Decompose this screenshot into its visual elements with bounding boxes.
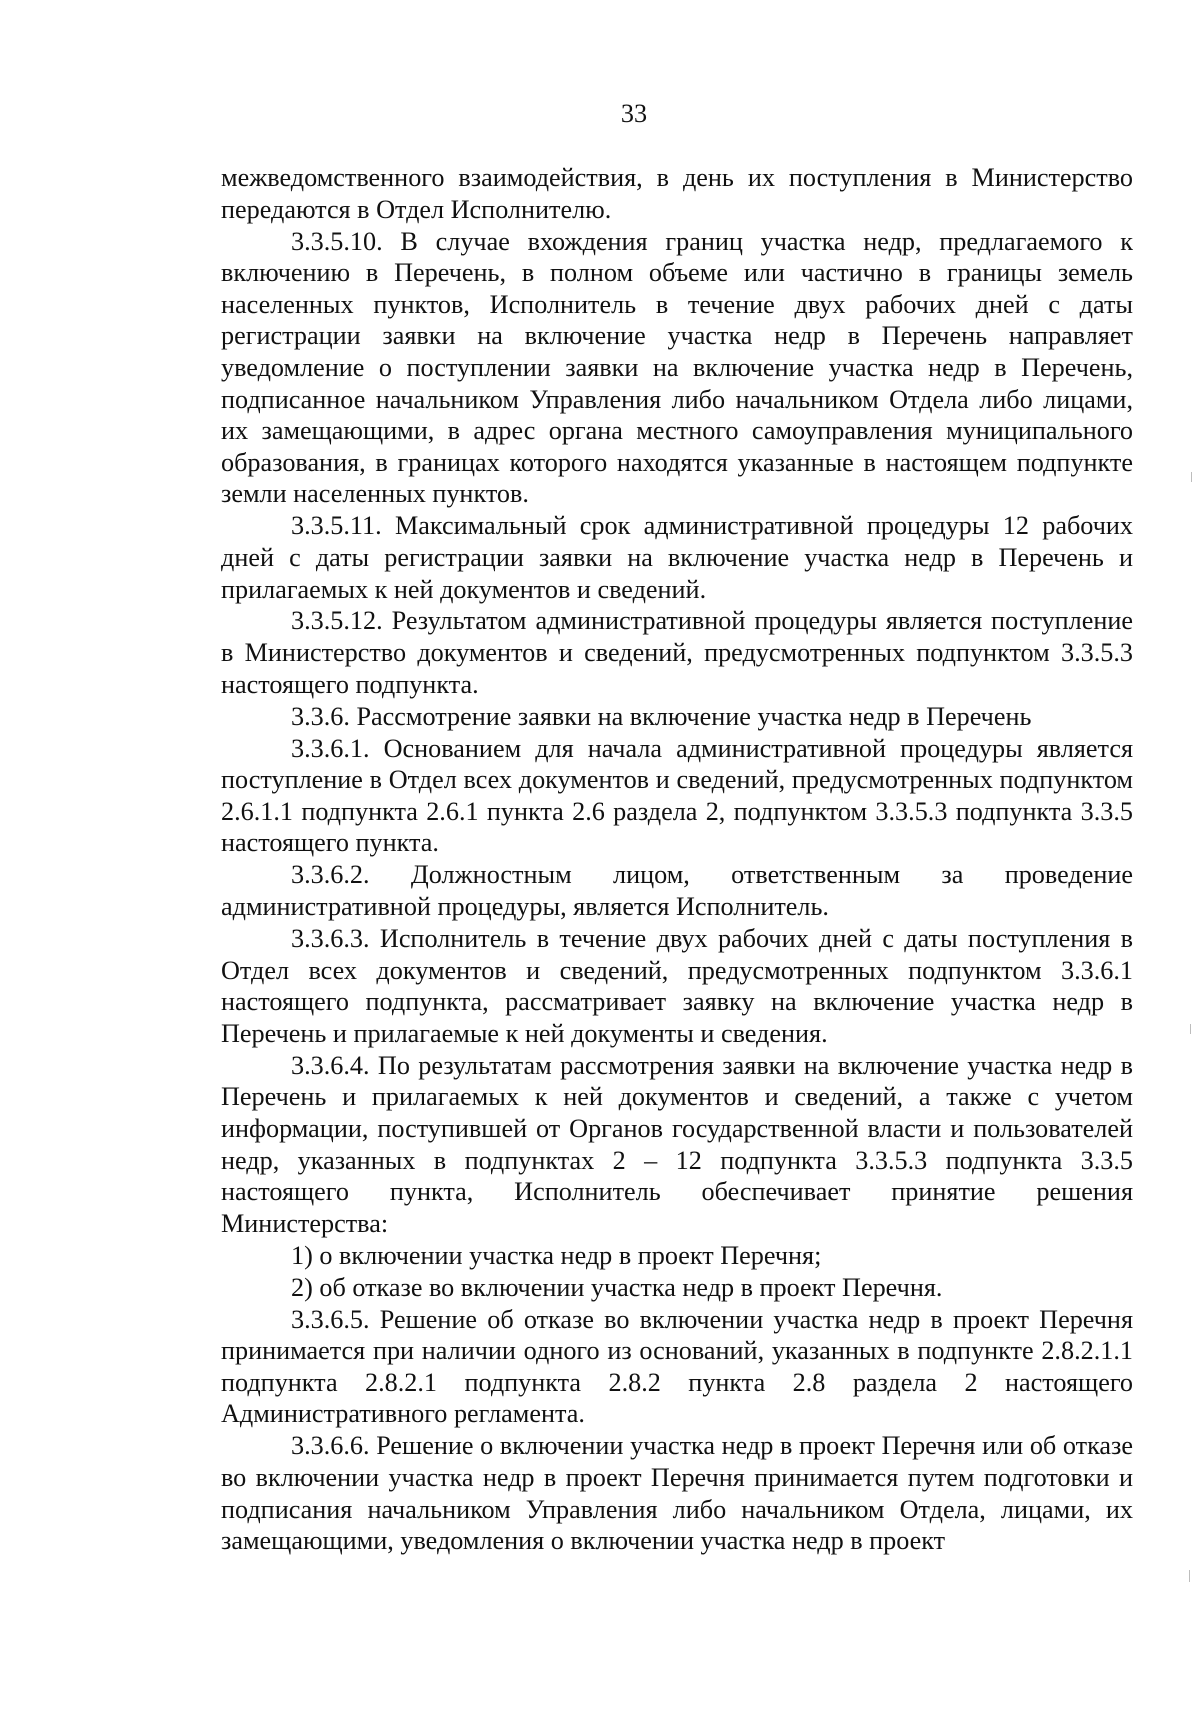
paragraph: 3.3.5.10. В случае вхождения границ участка недр, предлагаемого к включению в Перечень, в полном объеме или частично в границы земель населенных пунктов, Исполнитель в течение двух рабочих дней с даты регистрации заявки на включение участка недр в Перечень направляет уведомление о поступлении заявки на включение участка недр в Перечень, подписанное начальником Управления либо начальником Отдела либо лицами, их замещающими, в адрес органа местного самоуправления муниципального образования, в границах которого находятся указанные в настоящем подпункте земли населенных пунктов. (221, 226, 1133, 509)
paragraph: 3.3.6.5. Решение об отказе во включении участка недр в проект Перечня принимается при наличии одного из оснований, указанных в подпункте 2.8.2.1.1 подпункта 2.8.2.1 подпункта 2.8.2 пункта 2.8 раздела 2 настоящего Административного регламента. (221, 1304, 1133, 1429)
paragraph: межведомственного взаимодействия, в день их поступления в Министерство передаются в Отдел Исполнителю. (221, 163, 1133, 224)
paragraph: 3.3.6.3. Исполнитель в течение двух рабочих дней с даты поступления в Отдел всех документов и сведений, предусмотренных подпунктом 3.3.6.1 настоящего подпункта, рассматривает заявку на включение участка недр в Перечень и прилагаемые к ней документы и сведения. (221, 923, 1133, 1048)
list-item: 1) о включении участка недр в проект Перечня; (291, 1240, 822, 1270)
section-heading: 3.3.6. Рассмотрение заявки на включение участка недр в Перечень (291, 701, 1032, 731)
paragraph: 3.3.6.2. Должностным лицом, ответственным за проведение административной процедуры, является Исполнитель. (221, 860, 1133, 921)
scan-artifact-mark (1191, 472, 1192, 482)
paragraph: 3.3.6.1. Основанием для начала административной процедуры является поступление в Отдел всех документов и сведений, предусмотренных подпунктом 2.6.1.1 подпункта 2.6.1 пункта 2.6 раздела 2, подпунктом 3.3.5.3 подпункта 3.3.5 настоящего пункта. (221, 733, 1133, 858)
list-item: 2) об отказе во включении участка недр в проект Перечня. (291, 1272, 943, 1302)
paragraph: 3.3.6.6. Решение о включении участка недр в проект Перечня или об отказе во включении участка недр в проект Перечня принимается путем подготовки и подписания начальником Управления либо начальником Отдела, лицами, их замещающими, уведомления о включении участка недр в проект (221, 1431, 1133, 1556)
scan-artifact-mark (1190, 1024, 1191, 1034)
paragraph: 3.3.6.4. По результатам рассмотрения заявки на включение участка недр в Перечень и прилагаемых к ней документов и сведений, а также с учетом информации, поступившей от Органов государственной власти и пользователей недр, указанных в подпунктах 2 – 12 подпункта 3.3.5.3 подпункта 3.3.5 настоящего пункта, Исполнитель обеспечивает принятие решения Министерства: (221, 1050, 1133, 1238)
page-number: 33 (620, 99, 648, 128)
document-body (221, 162, 1133, 1557)
scan-artifact-mark (1189, 1570, 1190, 1582)
paragraph: 3.3.5.11. Максимальный срок административной процедуры 12 рабочих дней с даты регистрации заявки на включение участка недр в Перечень и прилагаемых к ней документов и сведений. (221, 511, 1133, 604)
paragraph: 3.3.5.12. Результатом административной процедуры является поступление в Министерство документов и сведений, предусмотренных подпунктом 3.3.5.3 настоящего подпункта. (221, 606, 1133, 699)
